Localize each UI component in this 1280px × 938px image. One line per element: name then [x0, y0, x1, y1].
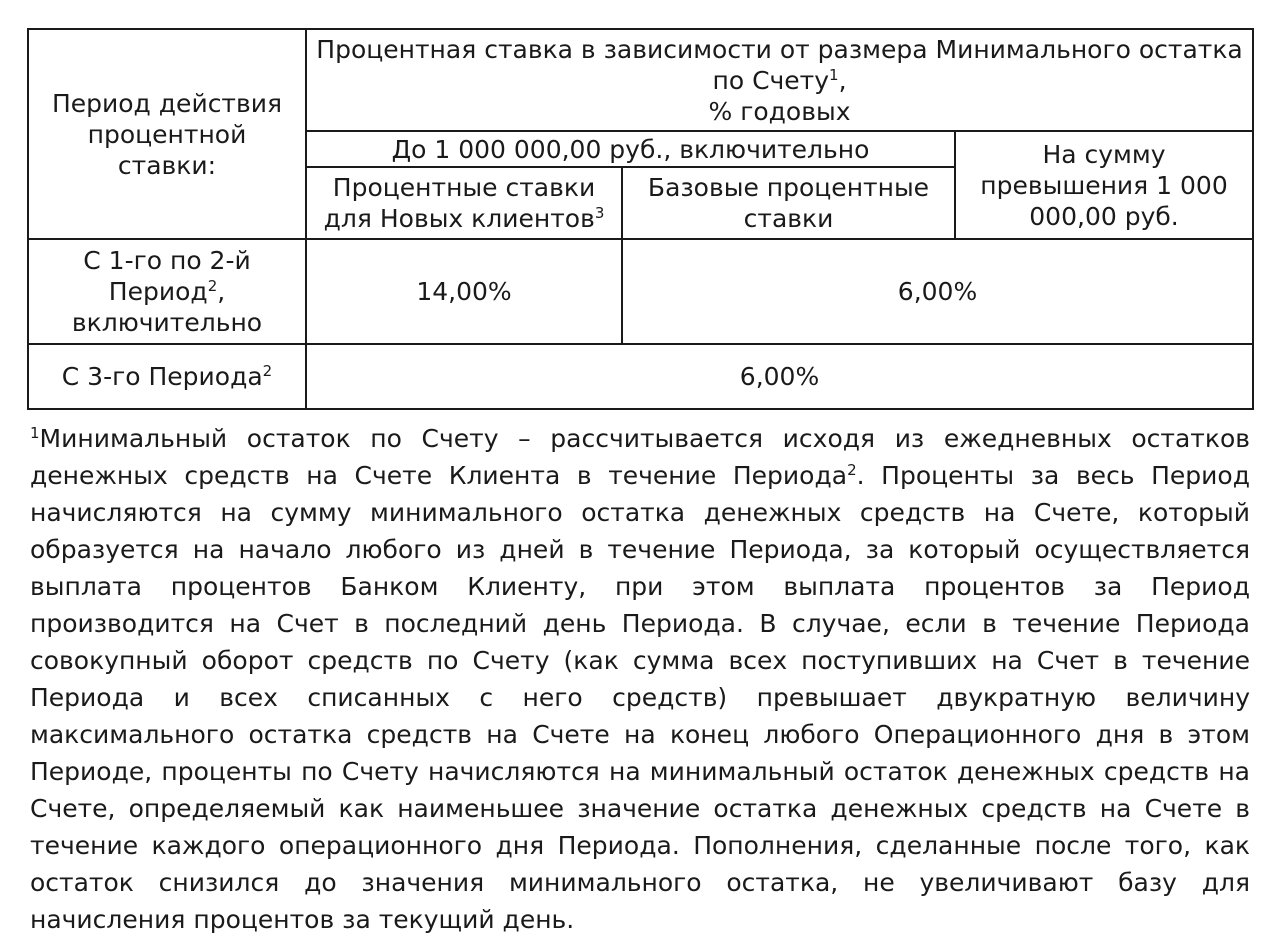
base-header: Базовые процентные ставки: [647, 173, 930, 233]
new-clients-header-cell: [306, 167, 622, 239]
period-footnote-ref: 2: [262, 362, 273, 380]
base-header-cell: [622, 167, 955, 239]
rate-header-cell: Процентная ставка в зависимости от размера Минимального остатка по Счету$^1$, % годовых: [306, 29, 1253, 131]
period-cell: [28, 344, 306, 409]
up-to-header-cell: [306, 131, 955, 167]
period-label-tail: включительно: [71, 308, 263, 337]
period-cell: С 1-го по 2-й Период$^2$, включительно: [28, 239, 306, 344]
new-clients-footnote-ref: 3: [594, 204, 605, 222]
footnote: [30, 420, 1250, 938]
new-rate-cell: [306, 239, 622, 344]
rate-cell: [306, 344, 1253, 409]
base-rate-value: 6,00%: [897, 277, 978, 306]
over-header: На сумму превышения 1 000 000,00 руб.: [980, 139, 1228, 231]
new-rate-value: 14,00%: [416, 277, 512, 306]
footnote-text-part1: Минимальный остаток по Счету – рассчитывается исходя из ежедневных остатков денежных средств на Счете Клиента в течение Периода: [30, 424, 1250, 490]
period-footnote-ref: 2: [207, 277, 218, 295]
footnote-text-part2: . Проценты за весь Период начисляются на сумму минимального остатка денежных средств на Счете, который образуется на начало любого из дней в течение Периода, за который осуществляется выплата процентов Банком Клиенту, при этом выплата процентов за Период производится на Счет в последний день Периода. В случае, если в течение Периода совокупный оборот средств по Счету (как сумма всех поступивших на Счет в течение Периода и всех списанных с него средств) превышает двукратную величину максимального остатка средств на Счете на конец любого Операционного дня в этом Периоде, проценты по Счету начисляются на минимальный остаток денежных средств на Счете, определяемый как наименьшее значение остатка денежных средств на Счете в течение каждого операционного дня Периода. Пополнения, сделанные после того, как остаток снизился до значения минимального остатка, не увеличивают базу для начисления процентов за текущий день.: [30, 461, 1251, 934]
interest-rate-table: [27, 28, 1254, 410]
up-to-header: До 1 000 000,00 руб., включительно: [391, 134, 870, 164]
rate-header: Процентная ставка в зависимости от размера Минимального остатка по Счету: [316, 34, 1243, 95]
period-header-cell: [28, 29, 306, 239]
new-clients-header: Процентные ставки для Новых клиентов: [323, 173, 596, 233]
period-label: С 1-го по 2-й Период: [83, 246, 251, 306]
footnote-marker: 1: [30, 424, 40, 442]
table-row: [28, 239, 1253, 344]
over-header-cell: [955, 131, 1253, 239]
period-label: С 3-го Периода: [61, 362, 263, 391]
rate-header-unit: % годовых: [708, 96, 851, 126]
rate-header-footnote-ref: 1: [829, 65, 839, 84]
period-header: Период действия процентной ставки:: [51, 88, 283, 180]
base-rate-cell: [622, 239, 1253, 344]
footnote-period-ref: 2: [847, 461, 857, 479]
table-row: [28, 344, 1253, 409]
rate-value: 6,00%: [739, 362, 820, 391]
